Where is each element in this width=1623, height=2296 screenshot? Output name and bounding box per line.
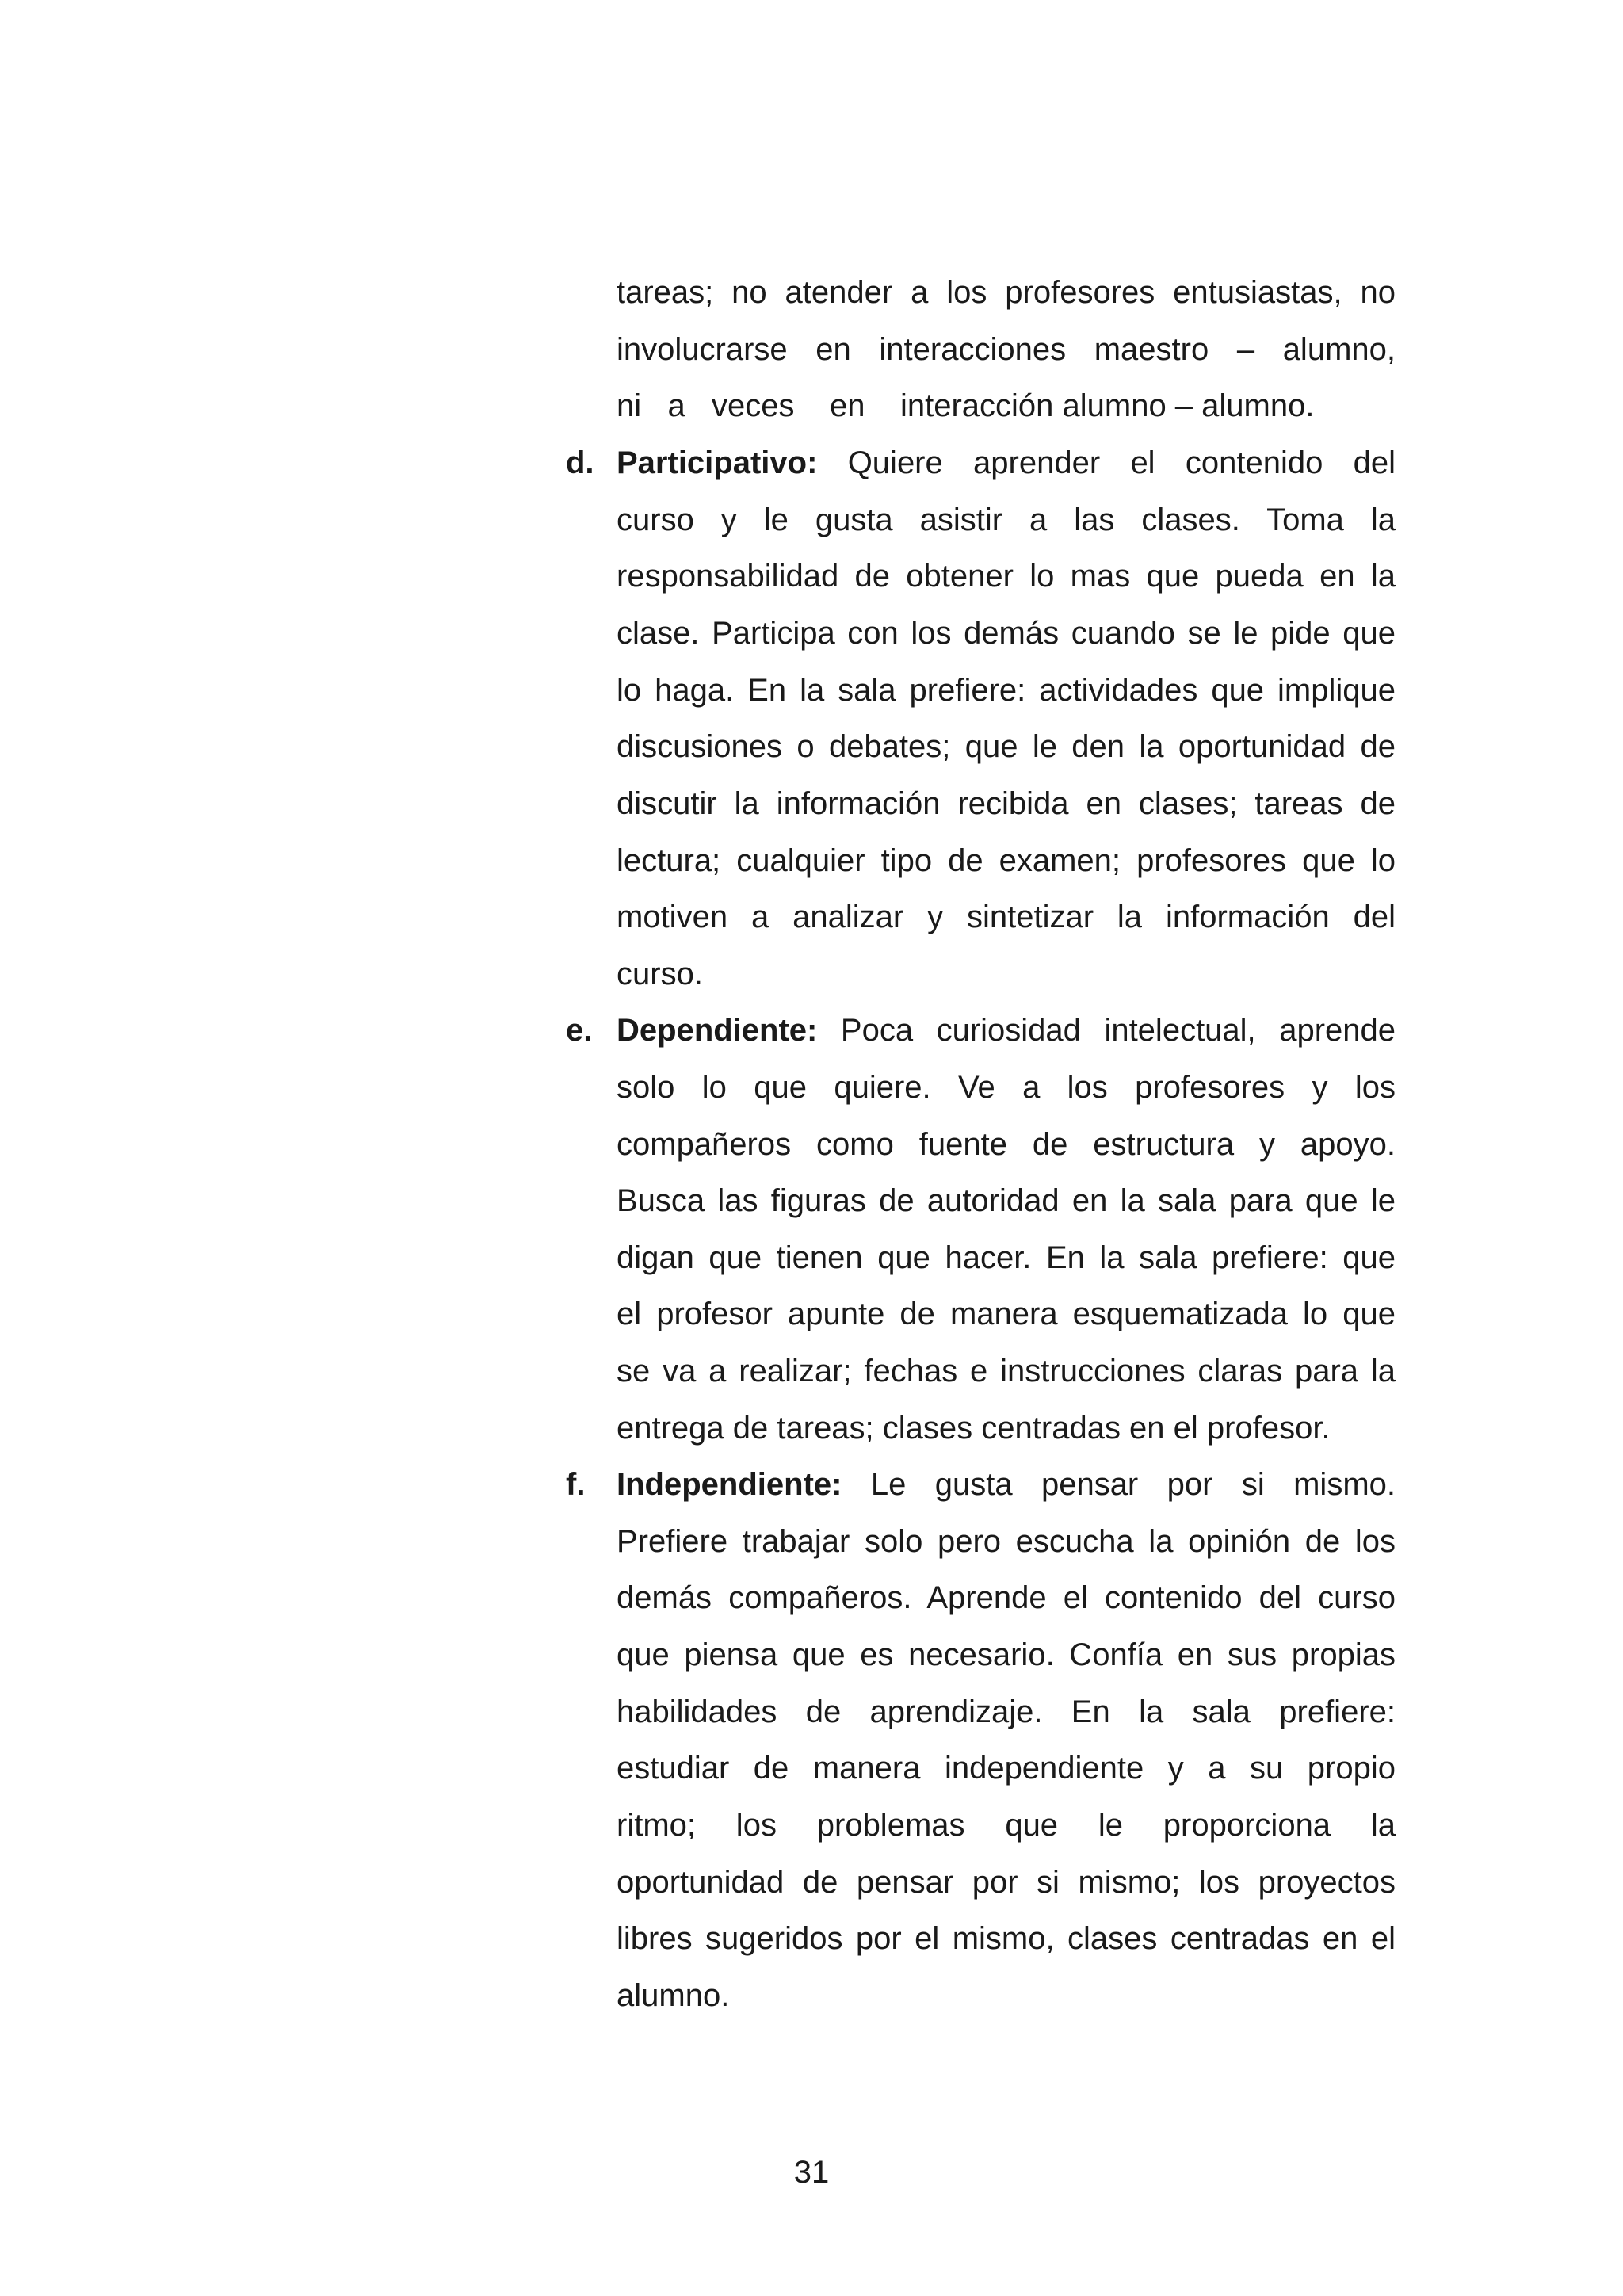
- paragraph-line: compañeros como fuente de estructura y apoyo.: [617, 1127, 1396, 1162]
- item-term: Dependiente:: [617, 1013, 818, 1048]
- paragraph-line: el profesor apunte de manera esquematizada lo que: [617, 1297, 1396, 1331]
- paragraph-line: digan que tienen que hacer. En la sala prefiere: que: [617, 1240, 1396, 1275]
- paragraph-line: alumno.: [617, 1978, 730, 2013]
- paragraph-line: oportunidad de pensar por si mismo; los proyectos: [617, 1865, 1396, 1900]
- paragraph-line: clase. Participa con los demás cuando se le pide que: [617, 616, 1396, 651]
- paragraph-line: motiven a analizar y sintetizar la información del: [617, 900, 1396, 934]
- paragraph-line: solo lo que quiere. Ve a los profesores y los: [617, 1070, 1396, 1105]
- paragraph-line: ni a veces en interacción alumno – alumno.: [617, 388, 1315, 423]
- item-term: Participativo:: [617, 445, 818, 480]
- paragraph-line: involucrarse en interacciones maestro – alumno,: [617, 332, 1396, 367]
- paragraph-line: tareas; no atender a los profesores entusiastas, no: [617, 275, 1396, 310]
- paragraph-line: curso.: [617, 957, 703, 991]
- paragraph-line: Busca las figuras de autoridad en la sala para que le: [617, 1183, 1396, 1218]
- list-item-first-line: [617, 1456, 1396, 1513]
- paragraph-line: entrega de tareas; clases centradas en el profesor.: [617, 1411, 1331, 1446]
- item-text: Le gusta pensar por si mismo.: [842, 1467, 1396, 1502]
- paragraph-line: lo haga. En la sala prefiere: actividades que implique: [617, 673, 1396, 708]
- paragraph-line: discutir la información recibida en clases; tareas de: [617, 786, 1396, 821]
- paragraph-line: responsabilidad de obtener lo mas que pueda en la: [617, 559, 1396, 594]
- paragraph-line: Prefiere trabajar solo pero escucha la opinión de los: [617, 1524, 1396, 1559]
- page-number: 31: [793, 2155, 830, 2190]
- item-text: Poca curiosidad intelectual, aprende: [817, 1013, 1396, 1048]
- item-term: Independiente:: [617, 1467, 842, 1502]
- item-text: Quiere aprender el contenido del: [817, 445, 1396, 480]
- paragraph-line: ritmo; los problemas que le proporciona la: [617, 1808, 1396, 1843]
- list-item-first-line: [617, 434, 1396, 491]
- paragraph-line: discusiones o debates; que le den la oportunidad de: [617, 729, 1396, 764]
- paragraph-line: curso y le gusta asistir a las clases. Toma la: [617, 502, 1396, 537]
- list-item-first-line: [617, 1002, 1396, 1059]
- list-marker: f.: [566, 1467, 586, 1502]
- paragraph-line: estudiar de manera independiente y a su propio: [617, 1751, 1396, 1786]
- paragraph-line: demás compañeros. Aprende el contenido del curso: [617, 1580, 1396, 1615]
- list-marker: d.: [566, 445, 594, 480]
- paragraph-line: se va a realizar; fechas e instrucciones claras para la: [617, 1354, 1396, 1389]
- paragraph-line: que piensa que es necesario. Confía en sus propias: [617, 1637, 1396, 1672]
- paragraph-line: libres sugeridos por el mismo, clases centradas en el: [617, 1921, 1396, 1956]
- paragraph-line: lectura; cualquier tipo de examen; profesores que lo: [617, 843, 1396, 878]
- list-marker: e.: [566, 1013, 593, 1048]
- paragraph-line: habilidades de aprendizaje. En la sala prefiere:: [617, 1694, 1396, 1729]
